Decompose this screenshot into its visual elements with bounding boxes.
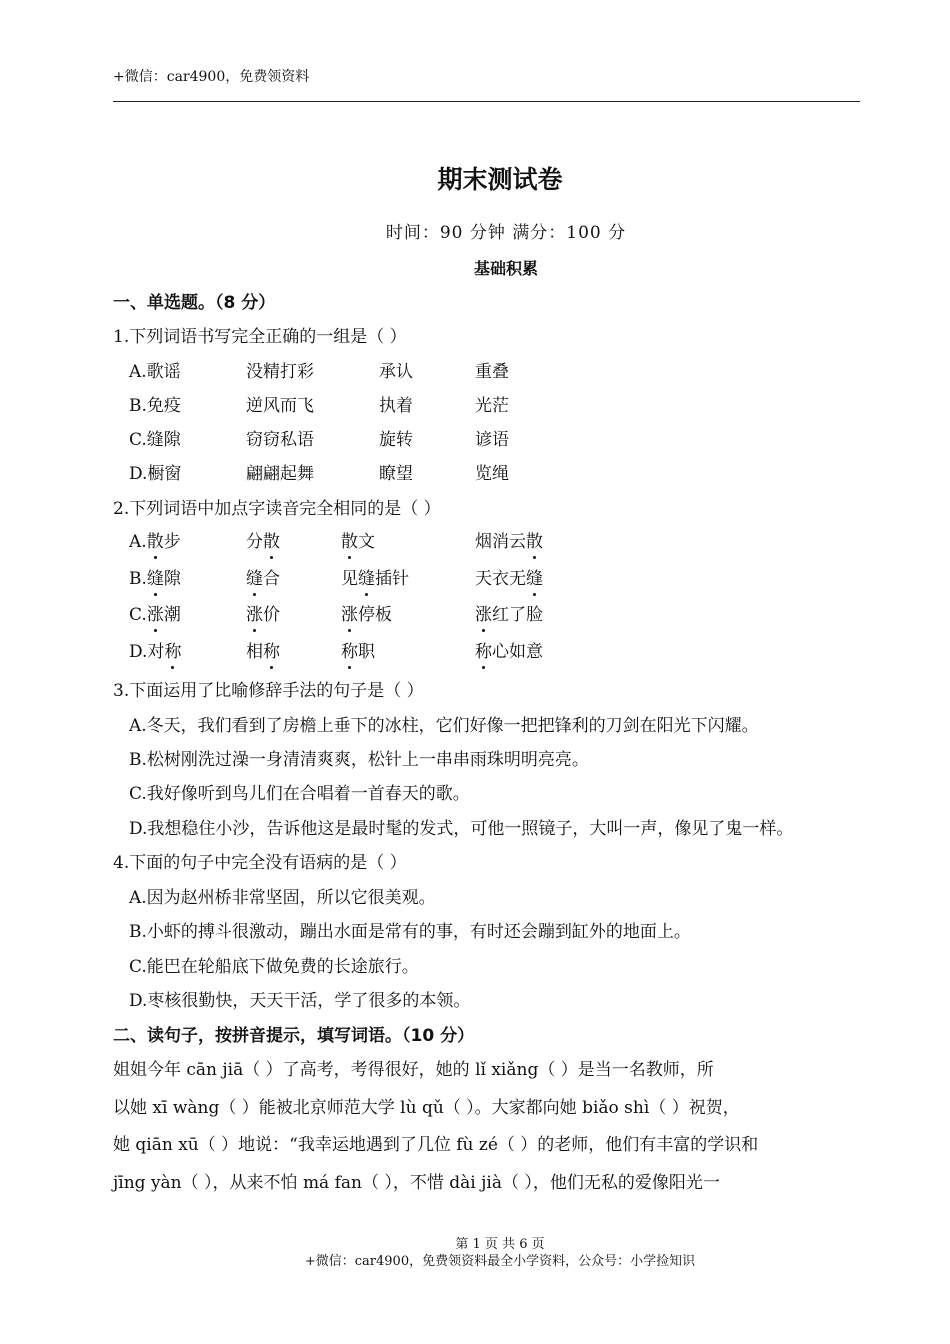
question-2-option-a-word-4 bbox=[475, 527, 543, 552]
question-1-option-c-word-2: 窃窃私语 bbox=[246, 430, 314, 450]
dotted-character: 散 bbox=[147, 527, 164, 552]
question-1-option-d-word-2: 翩翩起舞 bbox=[246, 464, 314, 484]
question-2-option-d-word-1 bbox=[129, 637, 181, 662]
passage-line-4: jīng yàn（ ），从来不怕 má fan（ ），不惜 dài jià（ ），他们无私的爱像阳光一 bbox=[113, 1173, 720, 1193]
dotted-character: 散 bbox=[341, 527, 358, 552]
question-3-option-d: D.我想稳住小沙，告诉他这是最时髦的发式，可他一照镜子，大叫一声，像见了鬼一样。 bbox=[129, 819, 794, 839]
word-suffix: 步 bbox=[163, 532, 181, 552]
question-1-option-a-word-1: A.歌谣 bbox=[129, 362, 181, 382]
word-suffix: 隙 bbox=[163, 569, 181, 589]
question-4-option-c: C.能巴在轮船底下做免费的长途旅行。 bbox=[129, 957, 419, 977]
question-3-stem: 3.下面运用了比喻修辞手法的句子是（ ） bbox=[113, 681, 424, 701]
dotted-character: 散 bbox=[263, 527, 280, 552]
word-prefix: A. bbox=[129, 532, 147, 552]
dotted-character: 称 bbox=[475, 637, 492, 662]
question-4-option-d: D.枣核很勤快，天天干活，学了很多的本领。 bbox=[129, 991, 471, 1011]
dotted-character: 散 bbox=[526, 527, 543, 552]
word-suffix: 心如意 bbox=[492, 642, 543, 662]
dotted-character: 缝 bbox=[147, 564, 164, 589]
word-suffix: 文 bbox=[358, 532, 375, 552]
question-2-option-b-word-1 bbox=[129, 564, 181, 589]
question-1-option-d-word-4: 览绳 bbox=[475, 464, 509, 484]
question-2-option-b-word-3 bbox=[341, 564, 409, 589]
question-2-option-b-word-2 bbox=[246, 564, 280, 589]
question-1-option-d-word-1: D.橱窗 bbox=[129, 464, 182, 484]
dotted-character: 涨 bbox=[475, 600, 492, 625]
question-1-option-b-word-3: 执着 bbox=[379, 396, 413, 416]
question-1-stem: 1.下列词语书写完全正确的一组是（ ） bbox=[113, 327, 407, 347]
part2-heading: 二、读句子，按拼音提示，填写词语。（10 分） bbox=[113, 1026, 475, 1046]
dotted-character: 涨 bbox=[147, 600, 164, 625]
question-2-option-c-word-1 bbox=[129, 600, 181, 625]
dotted-character: 缝 bbox=[246, 564, 263, 589]
word-prefix: D.对 bbox=[129, 642, 165, 662]
section-title-basic: 基础积累 bbox=[473, 259, 538, 278]
word-suffix: 停板 bbox=[358, 605, 392, 625]
word-suffix: 合 bbox=[263, 569, 280, 589]
question-2-option-a-word-1 bbox=[129, 527, 181, 552]
part1-heading: 一、单选题。（8 分） bbox=[113, 293, 276, 313]
header-note: +微信：car4900，免费领资料 bbox=[113, 69, 310, 85]
question-2-option-c-word-2 bbox=[246, 600, 280, 625]
word-prefix: B. bbox=[129, 569, 147, 589]
question-1-option-a-word-2: 没精打彩 bbox=[246, 362, 314, 382]
question-3-option-a: A.冬天，我们看到了房檐上垂下的冰柱，它们好像一把把锋利的刀剑在阳光下闪耀。 bbox=[129, 716, 759, 736]
dotted-character: 称 bbox=[263, 637, 280, 662]
question-1-option-a-word-4: 重叠 bbox=[475, 362, 509, 382]
question-3-option-b: B.松树刚洗过澡一身清清爽爽，松针上一串串雨珠明明亮亮。 bbox=[129, 750, 589, 770]
question-4-stem: 4.下面的句子中完全没有语病的是（ ） bbox=[113, 853, 407, 873]
dotted-character: 称 bbox=[341, 637, 358, 662]
question-3-option-c: C.我好像听到鸟儿们在合唱着一首春天的歌。 bbox=[129, 784, 470, 804]
question-1-option-a-word-3: 承认 bbox=[379, 362, 413, 382]
page-title: 期末测试卷 bbox=[437, 165, 563, 194]
dotted-character: 缝 bbox=[526, 564, 543, 589]
question-4-option-b: B.小虾的搏斗很激动，蹦出水面是常有的事，有时还会蹦到缸外的地面上。 bbox=[129, 922, 691, 942]
question-1-option-c-word-3: 旋转 bbox=[379, 430, 413, 450]
question-1-option-b-word-1: B.免疫 bbox=[129, 396, 181, 416]
word-prefix: 见 bbox=[341, 569, 358, 589]
exam-info: 时间：90 分钟 满分：100 分 bbox=[385, 223, 627, 243]
question-1-option-c-word-4: 谚语 bbox=[475, 430, 509, 450]
question-2-option-c-word-3 bbox=[341, 600, 392, 625]
question-2-option-d-word-3 bbox=[341, 637, 375, 662]
word-prefix: 分 bbox=[246, 532, 263, 552]
question-2-option-b-word-4 bbox=[475, 564, 543, 589]
dotted-character: 缝 bbox=[358, 564, 375, 589]
question-2-option-a-word-3 bbox=[341, 527, 375, 552]
passage-line-2: 以她 xī wàng（ ）能被北京师范大学 lù qǔ（ ）。大家都向她 biǎo shì（ ）祝贺， bbox=[113, 1098, 740, 1118]
question-2-option-a-word-2 bbox=[246, 527, 280, 552]
question-2-option-d-word-2 bbox=[246, 637, 280, 662]
question-1-option-b-word-4: 光茫 bbox=[475, 396, 509, 416]
word-suffix: 插针 bbox=[375, 569, 409, 589]
page-number: 第 1 页 共 6 页 bbox=[455, 1237, 545, 1252]
dotted-character: 涨 bbox=[246, 600, 263, 625]
dotted-character: 称 bbox=[164, 637, 181, 662]
passage-line-1: 姐姐今年 cān jiā（ ）了高考，考得很好，她的 lǐ xiǎng（ ）是当一名教师，所 bbox=[113, 1060, 714, 1080]
question-1-option-c-word-1: C.缝隙 bbox=[129, 430, 181, 450]
header-rule bbox=[113, 101, 860, 102]
word-suffix: 红了脸 bbox=[492, 605, 543, 625]
word-prefix: C. bbox=[129, 605, 147, 625]
word-prefix: 天衣无 bbox=[475, 569, 526, 589]
word-suffix: 潮 bbox=[163, 605, 181, 625]
footer-note: +微信：car4900，免费领资料最全小学资料，公众号：小学捡知识 bbox=[304, 1254, 696, 1269]
question-2-option-c-word-4 bbox=[475, 600, 543, 625]
word-suffix: 价 bbox=[263, 605, 280, 625]
word-prefix: 烟消云 bbox=[475, 532, 526, 552]
question-1-option-b-word-2: 逆风而飞 bbox=[246, 396, 314, 416]
word-prefix: 相 bbox=[246, 642, 263, 662]
question-4-option-a: A.因为赵州桥非常坚固，所以它很美观。 bbox=[129, 888, 436, 908]
question-2-option-d-word-4 bbox=[475, 637, 543, 662]
word-suffix: 职 bbox=[358, 642, 375, 662]
question-2-stem: 2.下列词语中加点字读音完全相同的是（ ） bbox=[113, 499, 441, 519]
dotted-character: 涨 bbox=[341, 600, 358, 625]
passage-line-3: 她 qiān xū（ ）地说：“我幸运地遇到了几位 fù zé（ ）的老师，他们有丰富的学识和 bbox=[113, 1135, 759, 1155]
question-1-option-d-word-3: 瞭望 bbox=[379, 464, 413, 484]
